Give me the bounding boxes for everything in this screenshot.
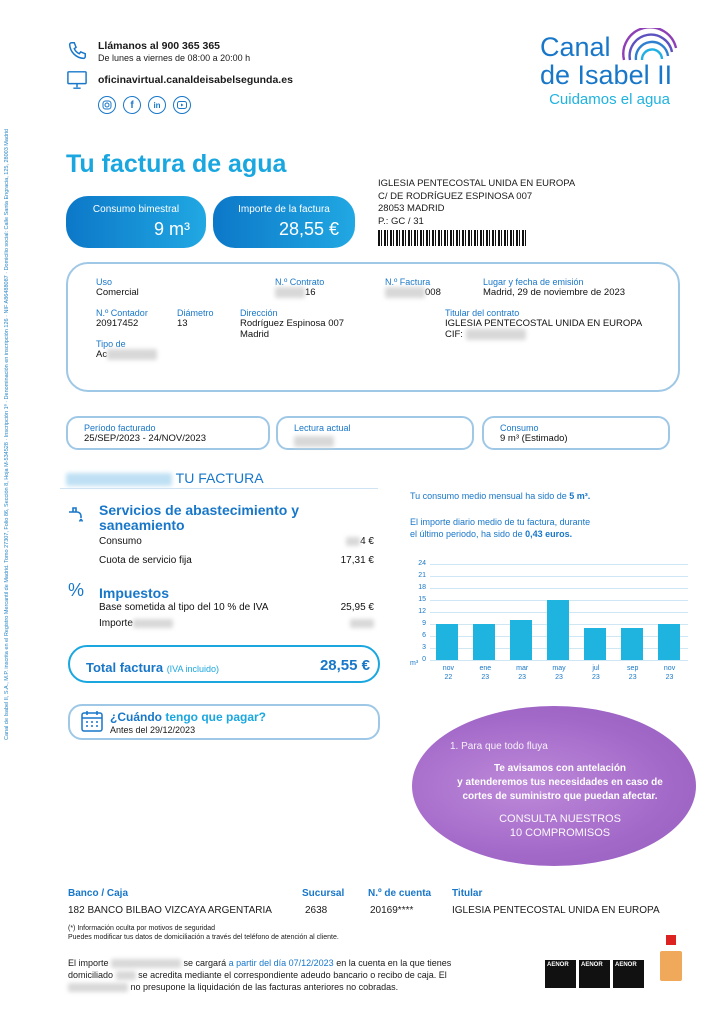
importe-diario-text: El importe diario medio de tu factura, durante el último periodo, ha sido de 0,43 euros. <box>410 517 591 539</box>
chart-y-axis <box>410 560 428 663</box>
phone-number[interactable]: 900 365 365 <box>161 40 221 52</box>
aenor-cert-3: AENOR <box>613 960 644 988</box>
chart-y-tick: 18 <box>418 584 426 591</box>
consumo-pill: Consumo bimestral 9 m³ <box>66 196 206 248</box>
chart-bar <box>473 624 495 660</box>
chart-gridline <box>430 660 688 661</box>
chart-y-tick: 21 <box>418 572 426 579</box>
total-label: Total factura (IVA incluido) <box>86 660 220 675</box>
canal-logo: Canal de Isabel II Cuidamos el agua <box>540 30 690 108</box>
vertical-legal-text: Canal de Isabel II, S.A., M.P. inscrita en el Registro Mercantil de Madrid. Tomo 27307, Folio 86, Sección 8, Hoja M-534528 · Inscripción 1ª · Denominación en inscripción 126 · NIF A86488087 · Domicilio social: Calle Santa Engracia, 125, 28003 Madrid <box>4 128 10 740</box>
total-value: 28,55 € <box>319 657 370 674</box>
tap-icon <box>66 504 84 531</box>
titular-value: IGLESIA PENTECOSTAL UNIDA EN EUROPA <box>452 905 660 916</box>
contrato-field: N.º Contrato 16 <box>275 277 325 299</box>
calendar-icon <box>80 709 104 738</box>
madrid-flag-icon <box>666 935 676 945</box>
chart-gridline <box>430 564 688 565</box>
base-row: Base sometida al tipo del 10 % de IVA 25,95 € <box>99 602 374 613</box>
chart-bar <box>547 600 569 660</box>
importe-value: 28,55 € <box>278 219 339 239</box>
pagar-date: Antes del 29/12/2023 <box>110 725 196 735</box>
cuenta-label: N.º de cuenta <box>368 888 432 899</box>
servicios-title: Servicios de abastecimiento y saneamiento <box>99 502 299 533</box>
sucursal-value: 2638 <box>305 905 328 916</box>
titular-label: Titular <box>452 888 483 899</box>
impuestos-title: Impuestos <box>99 585 170 601</box>
consumo-value: 9 m³ <box>154 219 190 239</box>
promo-text: 1. Para que todo fluya Te avisamos con antelación y atenderemos tus necesidades en caso de cortes de suministro que puedan afectar. CONSULTA NUESTROS 10 COMPROMISOS <box>450 741 663 839</box>
chart-x-tick: may 23 <box>552 665 566 681</box>
importe-row: Importe <box>99 618 374 629</box>
chart-y-tick: 3 <box>422 644 426 651</box>
chart-x-tick: jul 23 <box>591 665 600 681</box>
chart-y-tick: 9 <box>422 620 426 627</box>
banco-label: Banco / Caja <box>68 888 129 899</box>
aenor-cert-2: AENOR <box>579 960 610 988</box>
madrid-consumo-seal <box>656 935 686 995</box>
chart-x-tick: sep 23 <box>627 665 639 681</box>
consumption-chart <box>410 558 690 688</box>
phone-line: Llámanos al 900 365 365 <box>98 40 221 52</box>
pagar-question: ¿Cuándo tengo que pagar? <box>110 710 267 724</box>
chart-ylabel: m³ <box>410 660 419 667</box>
resumen-title: TU FACTURA <box>66 470 264 486</box>
chart-y-tick: 24 <box>418 560 426 567</box>
banco-value: 182 BANCO BILBAO VIZCAYA ARGENTARIA <box>68 905 272 916</box>
tipo-field: Tipo de Ac <box>96 339 157 360</box>
youtube-icon[interactable] <box>173 96 191 114</box>
sucursal-label: Sucursal <box>302 888 345 899</box>
chart-x-axis <box>430 664 688 688</box>
percent-icon: % <box>68 580 85 600</box>
barcode <box>378 230 528 246</box>
instagram-icon[interactable] <box>98 96 116 114</box>
chart-y-tick: 15 <box>418 596 426 603</box>
foot-notes: (*) Información oculta por motivos de seguridad Puedes modificar tus datos de domiciliación a través del teléfono de atención al cliente. <box>68 925 339 941</box>
phone-hours: De lunes a viernes de 08:00 a 20:00 h <box>98 53 251 63</box>
periodo-box: Período facturado 25/SEP/2023 - 24/NOV/2023 <box>66 416 270 450</box>
direccion-field: Dirección Rodríguez Espinosa 007 Madrid <box>240 308 345 340</box>
logo-waves-icon <box>618 28 680 62</box>
chart-gridline <box>430 576 688 577</box>
chart-x-tick: nov 23 <box>663 665 676 681</box>
aenor-certs <box>545 960 644 988</box>
consumo-badge-icon <box>660 951 682 981</box>
diametro-field: Diámetro 13 <box>177 308 214 329</box>
monitor-icon <box>66 70 88 95</box>
divider <box>60 488 378 489</box>
chart-bar <box>436 624 458 660</box>
phone-icon <box>66 40 88 67</box>
web-link[interactable]: oficinavirtual.canaldeisabelsegunda.es <box>98 74 293 86</box>
factura-field: N.º Factura 008 <box>385 277 441 299</box>
chart-bar <box>510 620 532 660</box>
facebook-icon[interactable]: f <box>123 96 141 114</box>
consumo-row: Consumo 4 € <box>99 536 374 547</box>
social-icons <box>98 96 191 114</box>
titular-field: Titular del contrato IGLESIA PENTECOSTAL UNIDA EN EUROPA CIF: <box>445 308 643 341</box>
importe-pill: Importe de la factura 28,55 € <box>213 196 355 248</box>
chart-y-tick: 6 <box>422 632 426 639</box>
contador-field: N.º Contador 20917452 <box>96 308 148 329</box>
uso-field: Uso Comercial <box>96 277 139 298</box>
emision-field: Lugar y fecha de emisión Madrid, 29 de noviembre de 2023 <box>483 277 626 298</box>
page-title: Tu factura de agua <box>66 150 287 178</box>
cuenta-value: 20169**** <box>370 905 414 916</box>
legal-text: El importe se cargará a partir del día 07/12/2023 en la cuenta en la que tienes domiciliado se acredita mediante el correspondiente adeudo bancario o recibo de caja. El no presupone la liquidación de las facturas anteriores no cobradas. <box>68 958 452 992</box>
chart-gridline <box>430 588 688 589</box>
chart-bar <box>584 628 606 660</box>
chart-y-tick: 12 <box>418 608 426 615</box>
recipient-address: IGLESIA PENTECOSTAL UNIDA EN EUROPA C/ DE RODRÍGUEZ ESPINOSA 007 28053 MADRID P.: GC / 31 <box>378 178 576 227</box>
consumo-box: Consumo 9 m³ (Estimado) <box>482 416 670 450</box>
aenor-cert-1: AENOR <box>545 960 576 988</box>
cuota-row: Cuota de servicio fija 17,31 € <box>99 555 374 566</box>
chart-x-tick: ene 23 <box>479 665 492 681</box>
consumo-medio-text: Tu consumo medio mensual ha sido de 5 m³. <box>410 491 591 501</box>
chart-x-tick: mar 23 <box>516 665 529 681</box>
chart-y-tick: 0 <box>422 656 426 663</box>
chart-bar <box>621 628 643 660</box>
chart-bar <box>658 624 680 660</box>
lectura-box: Lectura actual <box>276 416 474 450</box>
linkedin-icon[interactable]: in <box>148 96 166 114</box>
chart-plot-area <box>430 564 688 660</box>
chart-x-tick: nov 22 <box>442 665 455 681</box>
